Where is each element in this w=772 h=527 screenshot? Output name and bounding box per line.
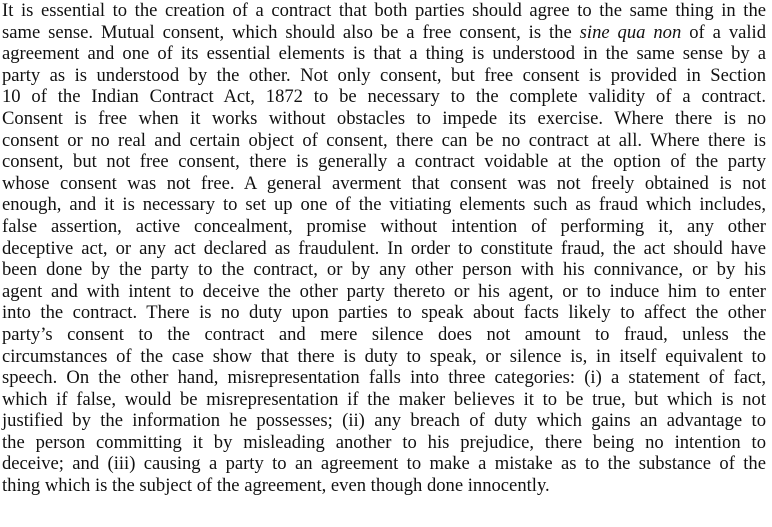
- document-paragraph: [2, 0, 766, 497]
- text-line: circumstances of the case show that there is duty to speak, or silence is, in itself equivalent to: [2, 345, 766, 367]
- text-line: party as is understood by the other. Not only consent, but free consent is provided in Section: [2, 64, 766, 86]
- text-line: been done by the party to the contract, or by any other person with his connivance, or by his: [2, 259, 766, 281]
- text-line: whose consent was not free. A general averment that consent was not freely obtained is not: [2, 172, 766, 194]
- text-line: agent and with intent to deceive the other party thereto or his agent, or to induce him to enter: [2, 280, 766, 302]
- text-line: 10 of the Indian Contract Act, 1872 to be necessary to the complete validity of a contract.: [2, 86, 766, 108]
- text-segment: same sense. Mutual consent, which should also be a free consent, is the: [2, 21, 580, 43]
- text-line: the person committing it by misleading another to his prejudice, there being no intention to: [2, 431, 766, 453]
- text-line: thing which is the subject of the agreement, even though done innocently.: [2, 475, 550, 497]
- text-line: agreement and one of its essential elements is that a thing is understood in the same sense by a: [2, 43, 766, 65]
- text-line: It is essential to the creation of a contract that both parties should agree to the same thing in the: [2, 0, 766, 21]
- text-line: enough, and it is necessary to set up one of the vitiating elements such as fraud which includes,: [2, 194, 766, 216]
- text-segment: of a valid: [681, 21, 767, 43]
- text-line: party’s consent to the contract and mere silence does not amount to fraud, unless the: [2, 323, 766, 345]
- text-line: which if false, would be misrepresentation if the maker believes it to be true, but which is not: [2, 388, 766, 410]
- text-line: into the contract. There is no duty upon parties to speak about facts likely to affect the other: [2, 302, 766, 324]
- text-line: false assertion, active concealment, promise without intention of performing it, any other: [2, 215, 766, 237]
- text-line: Consent is free when it works without obstacles to impede its exercise. Where there is no: [2, 107, 766, 129]
- italic-phrase: sine qua non: [579, 21, 682, 43]
- text-line: speech. On the other hand, misrepresentation falls into three categories: (i) a statement of fact,: [2, 367, 766, 389]
- text-line: justified by the information he possesses; (ii) any breach of duty which gains an advantage to: [2, 410, 766, 432]
- text-line: consent, but not free consent, there is generally a contract voidable at the option of the party: [2, 151, 766, 173]
- text-line: consent or no real and certain object of consent, there can be no contract at all. Where there is: [2, 129, 766, 151]
- text-line: deceive; and (iii) causing a party to an agreement to make a mistake as to the substance of the: [2, 453, 766, 475]
- text-line: [2, 22, 766, 44]
- text-line: deceptive act, or any act declared as fraudulent. In order to constitute fraud, the act should have: [2, 237, 766, 259]
